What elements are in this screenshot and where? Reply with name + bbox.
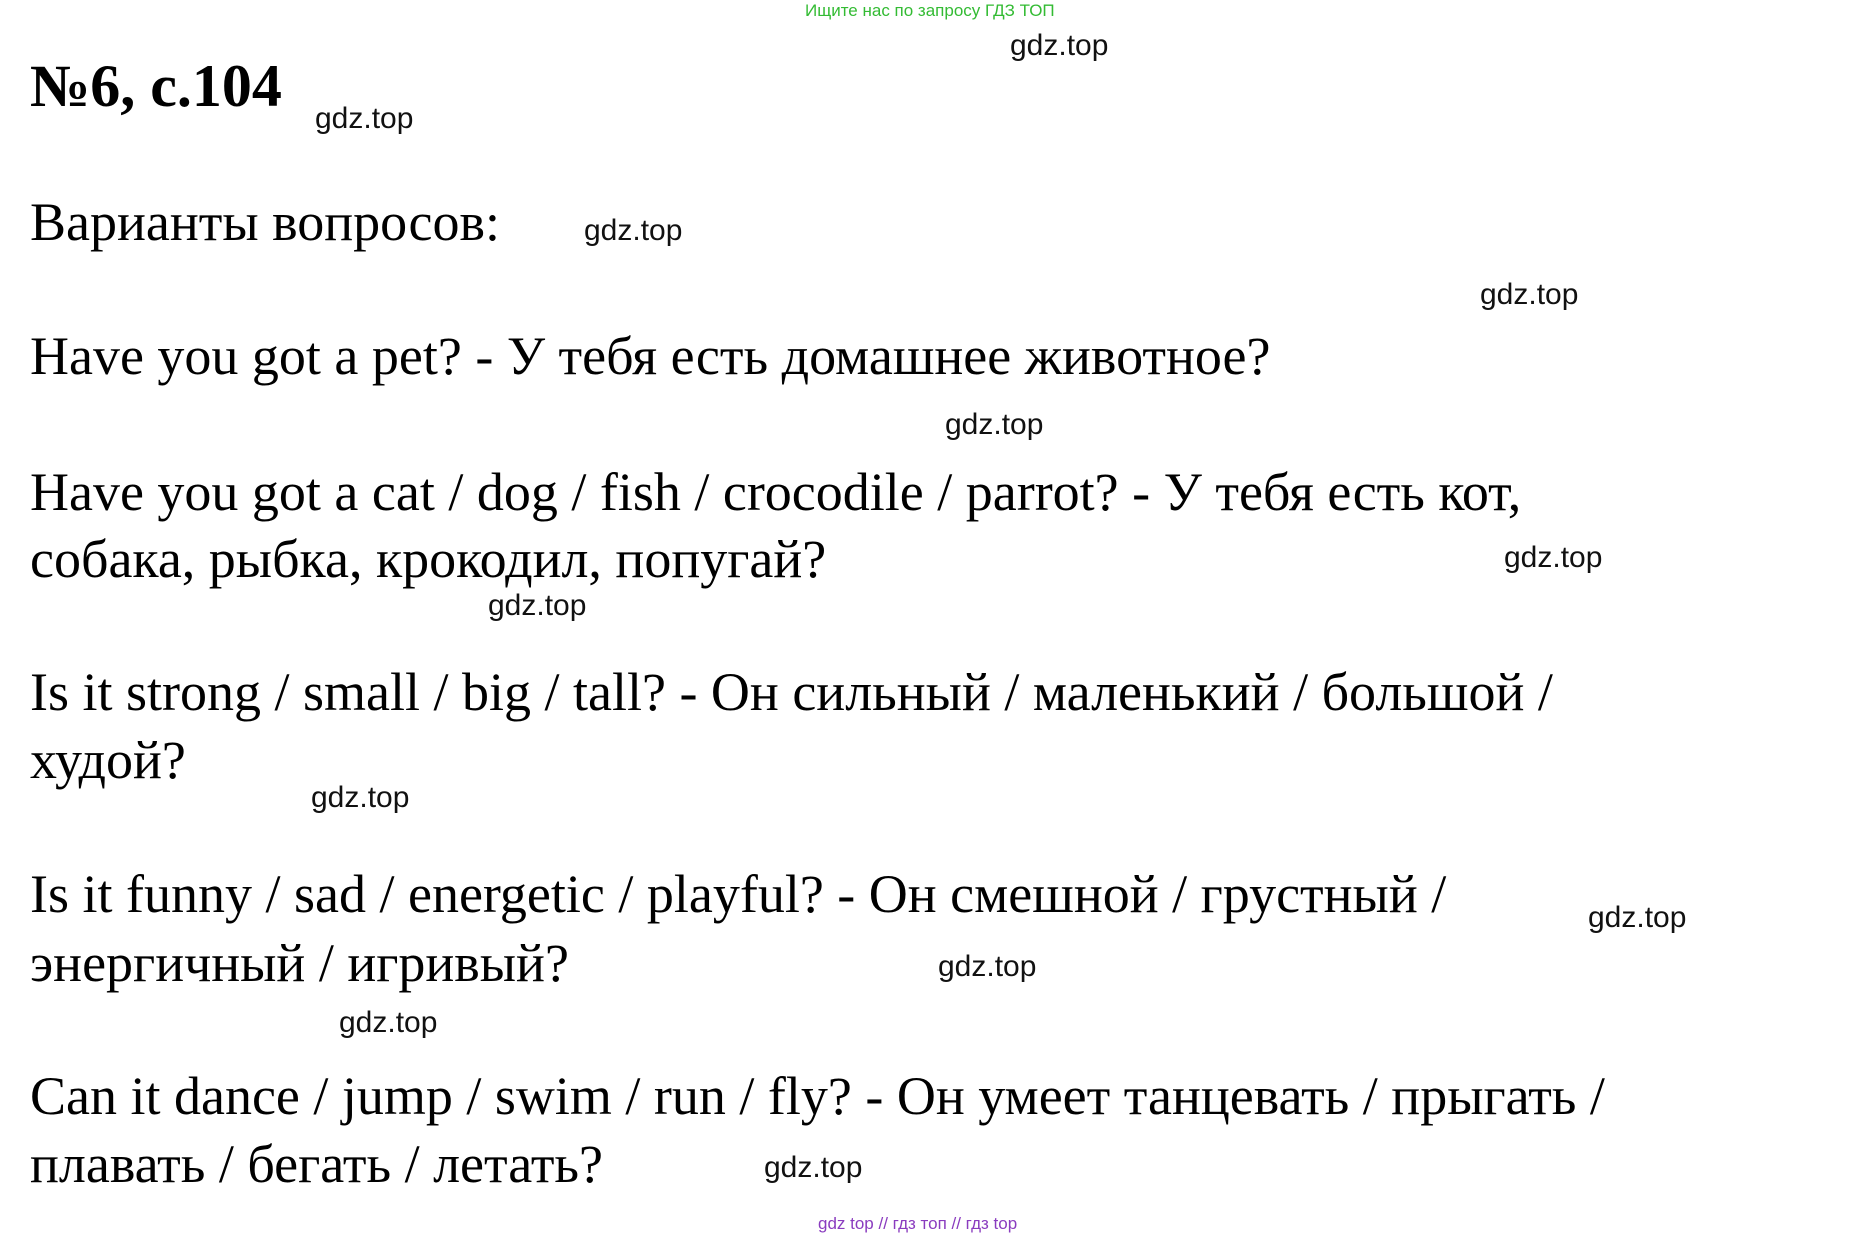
page-title: №6, с.104 (30, 53, 282, 119)
question-line-3: собака, рыбка, крокодил, попугай? (30, 529, 827, 589)
question-line-4: Is it strong / small / big / tall? - Он сильный / маленький / большой / (30, 662, 1553, 722)
question-line-7: энергичный / игривый? (30, 933, 569, 993)
question-line-1: Have you got a pet? - У тебя есть домашнее животное? (30, 326, 1271, 386)
watermark: gdz.top (584, 214, 683, 247)
watermark: gdz.top (1588, 901, 1687, 934)
footer-links: gdz top // гдз топ // гдз top (818, 1214, 1018, 1233)
question-line-9: плавать / бегать / летать? (30, 1134, 604, 1194)
question-line-2: Have you got a cat / dog / fish / crocodile / parrot? - У тебя есть кот, (30, 462, 1522, 522)
watermark: gdz.top (311, 781, 410, 814)
watermark: gdz.top (938, 950, 1037, 983)
question-line-5: худой? (30, 730, 186, 790)
watermark: gdz.top (1010, 29, 1109, 62)
watermark: gdz.top (1480, 278, 1579, 311)
watermark: gdz.top (945, 408, 1044, 441)
question-line-8: Can it dance / jump / swim / run / fly? - Он умеет танцевать / прыгать / (30, 1066, 1605, 1126)
watermark: gdz.top (764, 1151, 863, 1184)
watermark: gdz.top (488, 589, 587, 622)
intro-text: Варианты вопросов: (30, 192, 500, 252)
question-line-6: Is it funny / sad / energetic / playful? - Он смешной / грустный / (30, 864, 1447, 924)
watermark: gdz.top (339, 1006, 438, 1039)
watermark: gdz.top (315, 102, 414, 135)
search-hint: Ищите нас по запросу ГДЗ ТОП (805, 1, 1055, 20)
watermark: gdz.top (1504, 541, 1603, 574)
